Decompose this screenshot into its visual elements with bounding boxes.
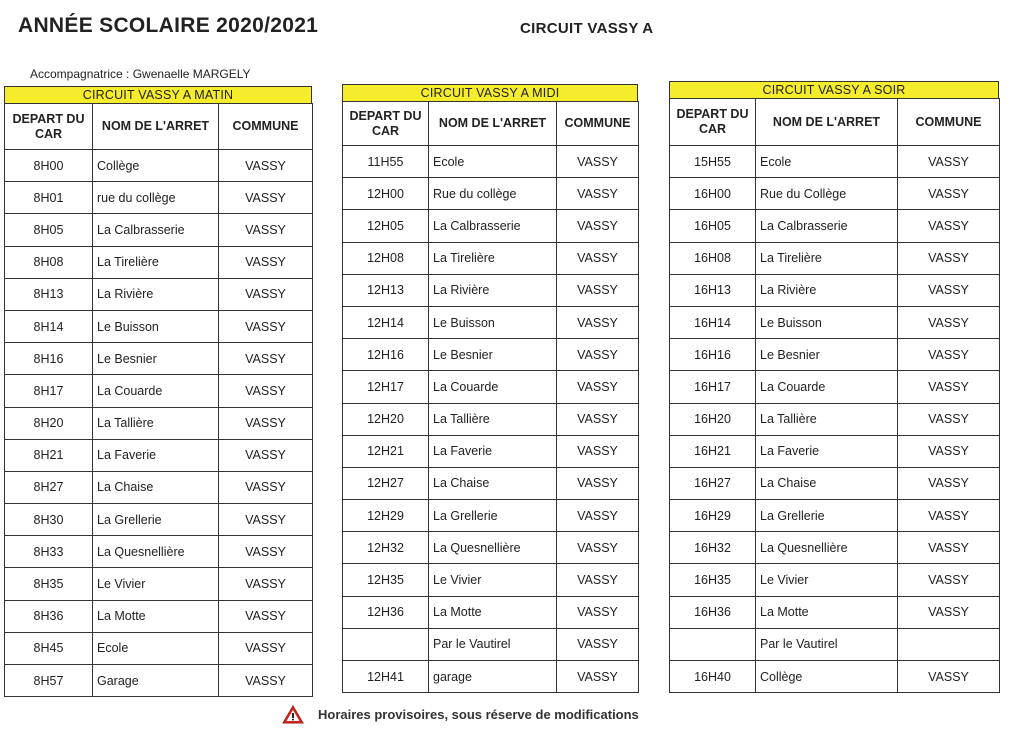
stop-name: La Couarde xyxy=(429,371,557,403)
table-row xyxy=(670,532,1000,564)
table-row xyxy=(5,375,313,407)
departure-time: 12H08 xyxy=(343,242,429,274)
stop-name: La Tallière xyxy=(756,403,898,435)
table-row xyxy=(670,435,1000,467)
stop-name: La Quesnellière xyxy=(93,536,219,568)
table-row xyxy=(343,178,639,210)
soir-schedule xyxy=(669,81,999,693)
stop-name: La Couarde xyxy=(756,371,898,403)
table-header-row xyxy=(670,99,1000,146)
departure-time: 12H05 xyxy=(343,210,429,242)
commune: VASSY xyxy=(898,339,1000,371)
stop-name: La Grellerie xyxy=(756,500,898,532)
table-row xyxy=(343,628,639,660)
midi-table xyxy=(342,101,639,693)
departure-time: 8H16 xyxy=(5,343,93,375)
departure-time: 12H17 xyxy=(343,371,429,403)
departure-time: 12H16 xyxy=(343,339,429,371)
departure-time: 11H55 xyxy=(343,146,429,178)
departure-time: 8H00 xyxy=(5,150,93,182)
table-row xyxy=(5,632,313,664)
commune: VASSY xyxy=(557,403,639,435)
commune: VASSY xyxy=(219,536,313,568)
commune: VASSY xyxy=(219,665,313,697)
table-row xyxy=(343,242,639,274)
departure-time: 16H27 xyxy=(670,467,756,499)
departure-time: 12H14 xyxy=(343,306,429,338)
departure-time xyxy=(670,628,756,660)
header-arret: NOM DE L'ARRET xyxy=(756,99,898,146)
commune: VASSY xyxy=(219,214,313,246)
commune: VASSY xyxy=(557,467,639,499)
header-arret: NOM DE L'ARRET xyxy=(93,104,219,150)
table-row xyxy=(5,150,313,182)
stop-name: La Tirelière xyxy=(429,242,557,274)
departure-time: 16H40 xyxy=(670,661,756,693)
commune: VASSY xyxy=(557,146,639,178)
departure-time: 16H35 xyxy=(670,564,756,596)
departure-time: 12H32 xyxy=(343,532,429,564)
table-row xyxy=(670,339,1000,371)
table-row xyxy=(670,274,1000,306)
stop-name: La Calbrasserie xyxy=(756,210,898,242)
commune: VASSY xyxy=(219,471,313,503)
table-row xyxy=(343,596,639,628)
table-row xyxy=(670,306,1000,338)
commune: VASSY xyxy=(219,439,313,471)
commune: VASSY xyxy=(557,210,639,242)
stop-name: La Motte xyxy=(429,596,557,628)
stop-name: La Calbrasserie xyxy=(93,214,219,246)
departure-time: 15H55 xyxy=(670,146,756,178)
table-row xyxy=(5,504,313,536)
departure-time: 12H36 xyxy=(343,596,429,628)
stop-name: La Couarde xyxy=(93,375,219,407)
header-commune: COMMUNE xyxy=(219,104,313,150)
header-commune: COMMUNE xyxy=(898,99,1000,146)
departure-time: 8H45 xyxy=(5,632,93,664)
commune: VASSY xyxy=(557,596,639,628)
stop-name: Le Buisson xyxy=(93,310,219,342)
soir-table xyxy=(669,98,1000,693)
table-header-row xyxy=(5,104,313,150)
soir-rows xyxy=(670,146,1000,693)
commune: VASSY xyxy=(557,339,639,371)
commune: VASSY xyxy=(557,371,639,403)
stop-name: La Quesnellière xyxy=(429,532,557,564)
table-row xyxy=(5,439,313,471)
commune: VASSY xyxy=(557,274,639,306)
commune: VASSY xyxy=(898,532,1000,564)
header-depart: DEPART DU CAR xyxy=(670,99,756,146)
table-row xyxy=(5,278,313,310)
table-row xyxy=(5,182,313,214)
table-row xyxy=(670,467,1000,499)
stop-name: La Rivière xyxy=(93,278,219,310)
commune: VASSY xyxy=(898,435,1000,467)
commune: VASSY xyxy=(557,306,639,338)
stop-name: Rue du Collège xyxy=(756,178,898,210)
commune: VASSY xyxy=(898,178,1000,210)
departure-time: 16H32 xyxy=(670,532,756,564)
table-row xyxy=(343,435,639,467)
midi-banner: CIRCUIT VASSY A MIDI xyxy=(342,84,638,101)
stop-name: La Faverie xyxy=(756,435,898,467)
stop-name: La Tirelière xyxy=(756,242,898,274)
table-row xyxy=(5,568,313,600)
table-row xyxy=(343,403,639,435)
stop-name: La Rivière xyxy=(756,274,898,306)
stop-name: La Quesnellière xyxy=(756,532,898,564)
matin-table xyxy=(4,103,313,697)
table-row xyxy=(343,532,639,564)
table-row xyxy=(670,500,1000,532)
stop-name: Le Vivier xyxy=(93,568,219,600)
departure-time xyxy=(343,628,429,660)
departure-time: 16H14 xyxy=(670,306,756,338)
table-row xyxy=(670,564,1000,596)
commune: VASSY xyxy=(898,564,1000,596)
matin-schedule xyxy=(4,86,312,697)
table-row xyxy=(343,274,639,306)
table-row xyxy=(343,564,639,596)
stop-name: Le Vivier xyxy=(429,564,557,596)
departure-time: 8H30 xyxy=(5,504,93,536)
table-row xyxy=(670,210,1000,242)
table-row xyxy=(343,210,639,242)
departure-time: 8H57 xyxy=(5,665,93,697)
table-row xyxy=(343,146,639,178)
departure-time: 16H05 xyxy=(670,210,756,242)
stop-name: La Faverie xyxy=(429,435,557,467)
stop-name: Collège xyxy=(756,661,898,693)
commune: VASSY xyxy=(898,403,1000,435)
commune: VASSY xyxy=(219,150,313,182)
commune: VASSY xyxy=(219,278,313,310)
departure-time: 8H14 xyxy=(5,310,93,342)
stop-name: Par le Vautirel xyxy=(429,628,557,660)
departure-time: 8H27 xyxy=(5,471,93,503)
commune: VASSY xyxy=(219,375,313,407)
stop-name: La Grellerie xyxy=(93,504,219,536)
stop-name: La Faverie xyxy=(93,439,219,471)
stop-name: Le Buisson xyxy=(429,306,557,338)
table-row xyxy=(343,371,639,403)
table-row xyxy=(5,665,313,697)
table-row xyxy=(670,596,1000,628)
stop-name: Le Vivier xyxy=(756,564,898,596)
accompagnatrice-label: Accompagnatrice : Gwenaelle MARGELY xyxy=(30,67,251,81)
table-row xyxy=(343,306,639,338)
midi-rows xyxy=(343,146,639,693)
stop-name: La Motte xyxy=(756,596,898,628)
footer-notice xyxy=(282,705,639,724)
commune: VASSY xyxy=(557,532,639,564)
departure-time: 8H05 xyxy=(5,214,93,246)
departure-time: 12H00 xyxy=(343,178,429,210)
stop-name: La Grellerie xyxy=(429,500,557,532)
commune: VASSY xyxy=(898,596,1000,628)
departure-time: 8H21 xyxy=(5,439,93,471)
departure-time: 16H36 xyxy=(670,596,756,628)
stop-name: rue du collège xyxy=(93,182,219,214)
departure-time: 16H29 xyxy=(670,500,756,532)
commune: VASSY xyxy=(557,500,639,532)
table-row xyxy=(670,178,1000,210)
departure-time: 8H08 xyxy=(5,246,93,278)
departure-time: 8H33 xyxy=(5,536,93,568)
departure-time: 12H20 xyxy=(343,403,429,435)
table-row xyxy=(670,403,1000,435)
footer-notice-text: Horaires provisoires, sous réserve de modifications xyxy=(318,707,639,722)
departure-time: 8H35 xyxy=(5,568,93,600)
matin-banner: CIRCUIT VASSY A MATIN xyxy=(4,86,312,103)
circuit-title: CIRCUIT VASSY A xyxy=(520,20,654,37)
departure-time: 16H17 xyxy=(670,371,756,403)
stop-name: La Chaise xyxy=(756,467,898,499)
stop-name: Le Besnier xyxy=(756,339,898,371)
stop-name: Le Besnier xyxy=(429,339,557,371)
table-row xyxy=(5,343,313,375)
commune: VASSY xyxy=(898,146,1000,178)
commune: VASSY xyxy=(557,242,639,274)
stop-name: La Chaise xyxy=(429,467,557,499)
commune: VASSY xyxy=(219,246,313,278)
soir-banner: CIRCUIT VASSY A SOIR xyxy=(669,81,999,98)
table-row xyxy=(5,214,313,246)
table-row xyxy=(5,246,313,278)
stop-name: Le Besnier xyxy=(93,343,219,375)
departure-time: 16H20 xyxy=(670,403,756,435)
stop-name: garage xyxy=(429,661,557,693)
stop-name: Ecole xyxy=(429,146,557,178)
commune xyxy=(898,628,1000,660)
matin-rows xyxy=(5,150,313,697)
stop-name: Par le Vautirel xyxy=(756,628,898,660)
departure-time: 12H21 xyxy=(343,435,429,467)
departure-time: 12H29 xyxy=(343,500,429,532)
commune: VASSY xyxy=(557,435,639,467)
stop-name: La Calbrasserie xyxy=(429,210,557,242)
commune: VASSY xyxy=(898,661,1000,693)
stop-name: Le Buisson xyxy=(756,306,898,338)
commune: VASSY xyxy=(219,504,313,536)
stop-name: La Motte xyxy=(93,600,219,632)
stop-name: Ecole xyxy=(756,146,898,178)
departure-time: 8H36 xyxy=(5,600,93,632)
departure-time: 16H13 xyxy=(670,274,756,306)
commune: VASSY xyxy=(557,178,639,210)
stop-name: Garage xyxy=(93,665,219,697)
stop-name: Rue du collège xyxy=(429,178,557,210)
departure-time: 8H13 xyxy=(5,278,93,310)
commune: VASSY xyxy=(898,371,1000,403)
stop-name: La Tallière xyxy=(93,407,219,439)
stop-name: Ecole xyxy=(93,632,219,664)
departure-time: 12H35 xyxy=(343,564,429,596)
table-row xyxy=(670,146,1000,178)
table-row xyxy=(670,242,1000,274)
table-row xyxy=(343,467,639,499)
departure-time: 12H41 xyxy=(343,661,429,693)
departure-time: 12H13 xyxy=(343,274,429,306)
departure-time: 8H20 xyxy=(5,407,93,439)
table-row xyxy=(5,471,313,503)
school-year-title: ANNÉE SCOLAIRE 2020/2021 xyxy=(18,14,319,37)
departure-time: 8H17 xyxy=(5,375,93,407)
departure-time: 16H21 xyxy=(670,435,756,467)
commune: VASSY xyxy=(898,467,1000,499)
table-row xyxy=(5,310,313,342)
stop-name: Collège xyxy=(93,150,219,182)
commune: VASSY xyxy=(898,274,1000,306)
commune: VASSY xyxy=(219,182,313,214)
header-commune: COMMUNE xyxy=(557,102,639,146)
table-row xyxy=(5,536,313,568)
warning-triangle-icon xyxy=(282,705,304,724)
table-row xyxy=(670,371,1000,403)
commune: VASSY xyxy=(219,407,313,439)
table-row xyxy=(670,661,1000,693)
stop-name: La Chaise xyxy=(93,471,219,503)
header-depart: DEPART DU CAR xyxy=(5,104,93,150)
commune: VASSY xyxy=(898,500,1000,532)
commune: VASSY xyxy=(557,628,639,660)
departure-time: 16H16 xyxy=(670,339,756,371)
departure-time: 12H27 xyxy=(343,467,429,499)
stop-name: La Rivière xyxy=(429,274,557,306)
commune: VASSY xyxy=(898,210,1000,242)
commune: VASSY xyxy=(219,310,313,342)
header-arret: NOM DE L'ARRET xyxy=(429,102,557,146)
table-row xyxy=(343,661,639,693)
commune: VASSY xyxy=(219,632,313,664)
stop-name: La Tirelière xyxy=(93,246,219,278)
table-row xyxy=(343,500,639,532)
table-row xyxy=(670,628,1000,660)
table-row xyxy=(5,600,313,632)
departure-time: 16H08 xyxy=(670,242,756,274)
commune: VASSY xyxy=(557,661,639,693)
commune: VASSY xyxy=(898,242,1000,274)
commune: VASSY xyxy=(219,600,313,632)
commune: VASSY xyxy=(557,564,639,596)
midi-schedule xyxy=(342,84,638,693)
stop-name: La Tallière xyxy=(429,403,557,435)
departure-time: 16H00 xyxy=(670,178,756,210)
table-row xyxy=(5,407,313,439)
table-header-row xyxy=(343,102,639,146)
commune: VASSY xyxy=(219,343,313,375)
commune: VASSY xyxy=(898,306,1000,338)
table-row xyxy=(343,339,639,371)
commune: VASSY xyxy=(219,568,313,600)
header-depart: DEPART DU CAR xyxy=(343,102,429,146)
departure-time: 8H01 xyxy=(5,182,93,214)
